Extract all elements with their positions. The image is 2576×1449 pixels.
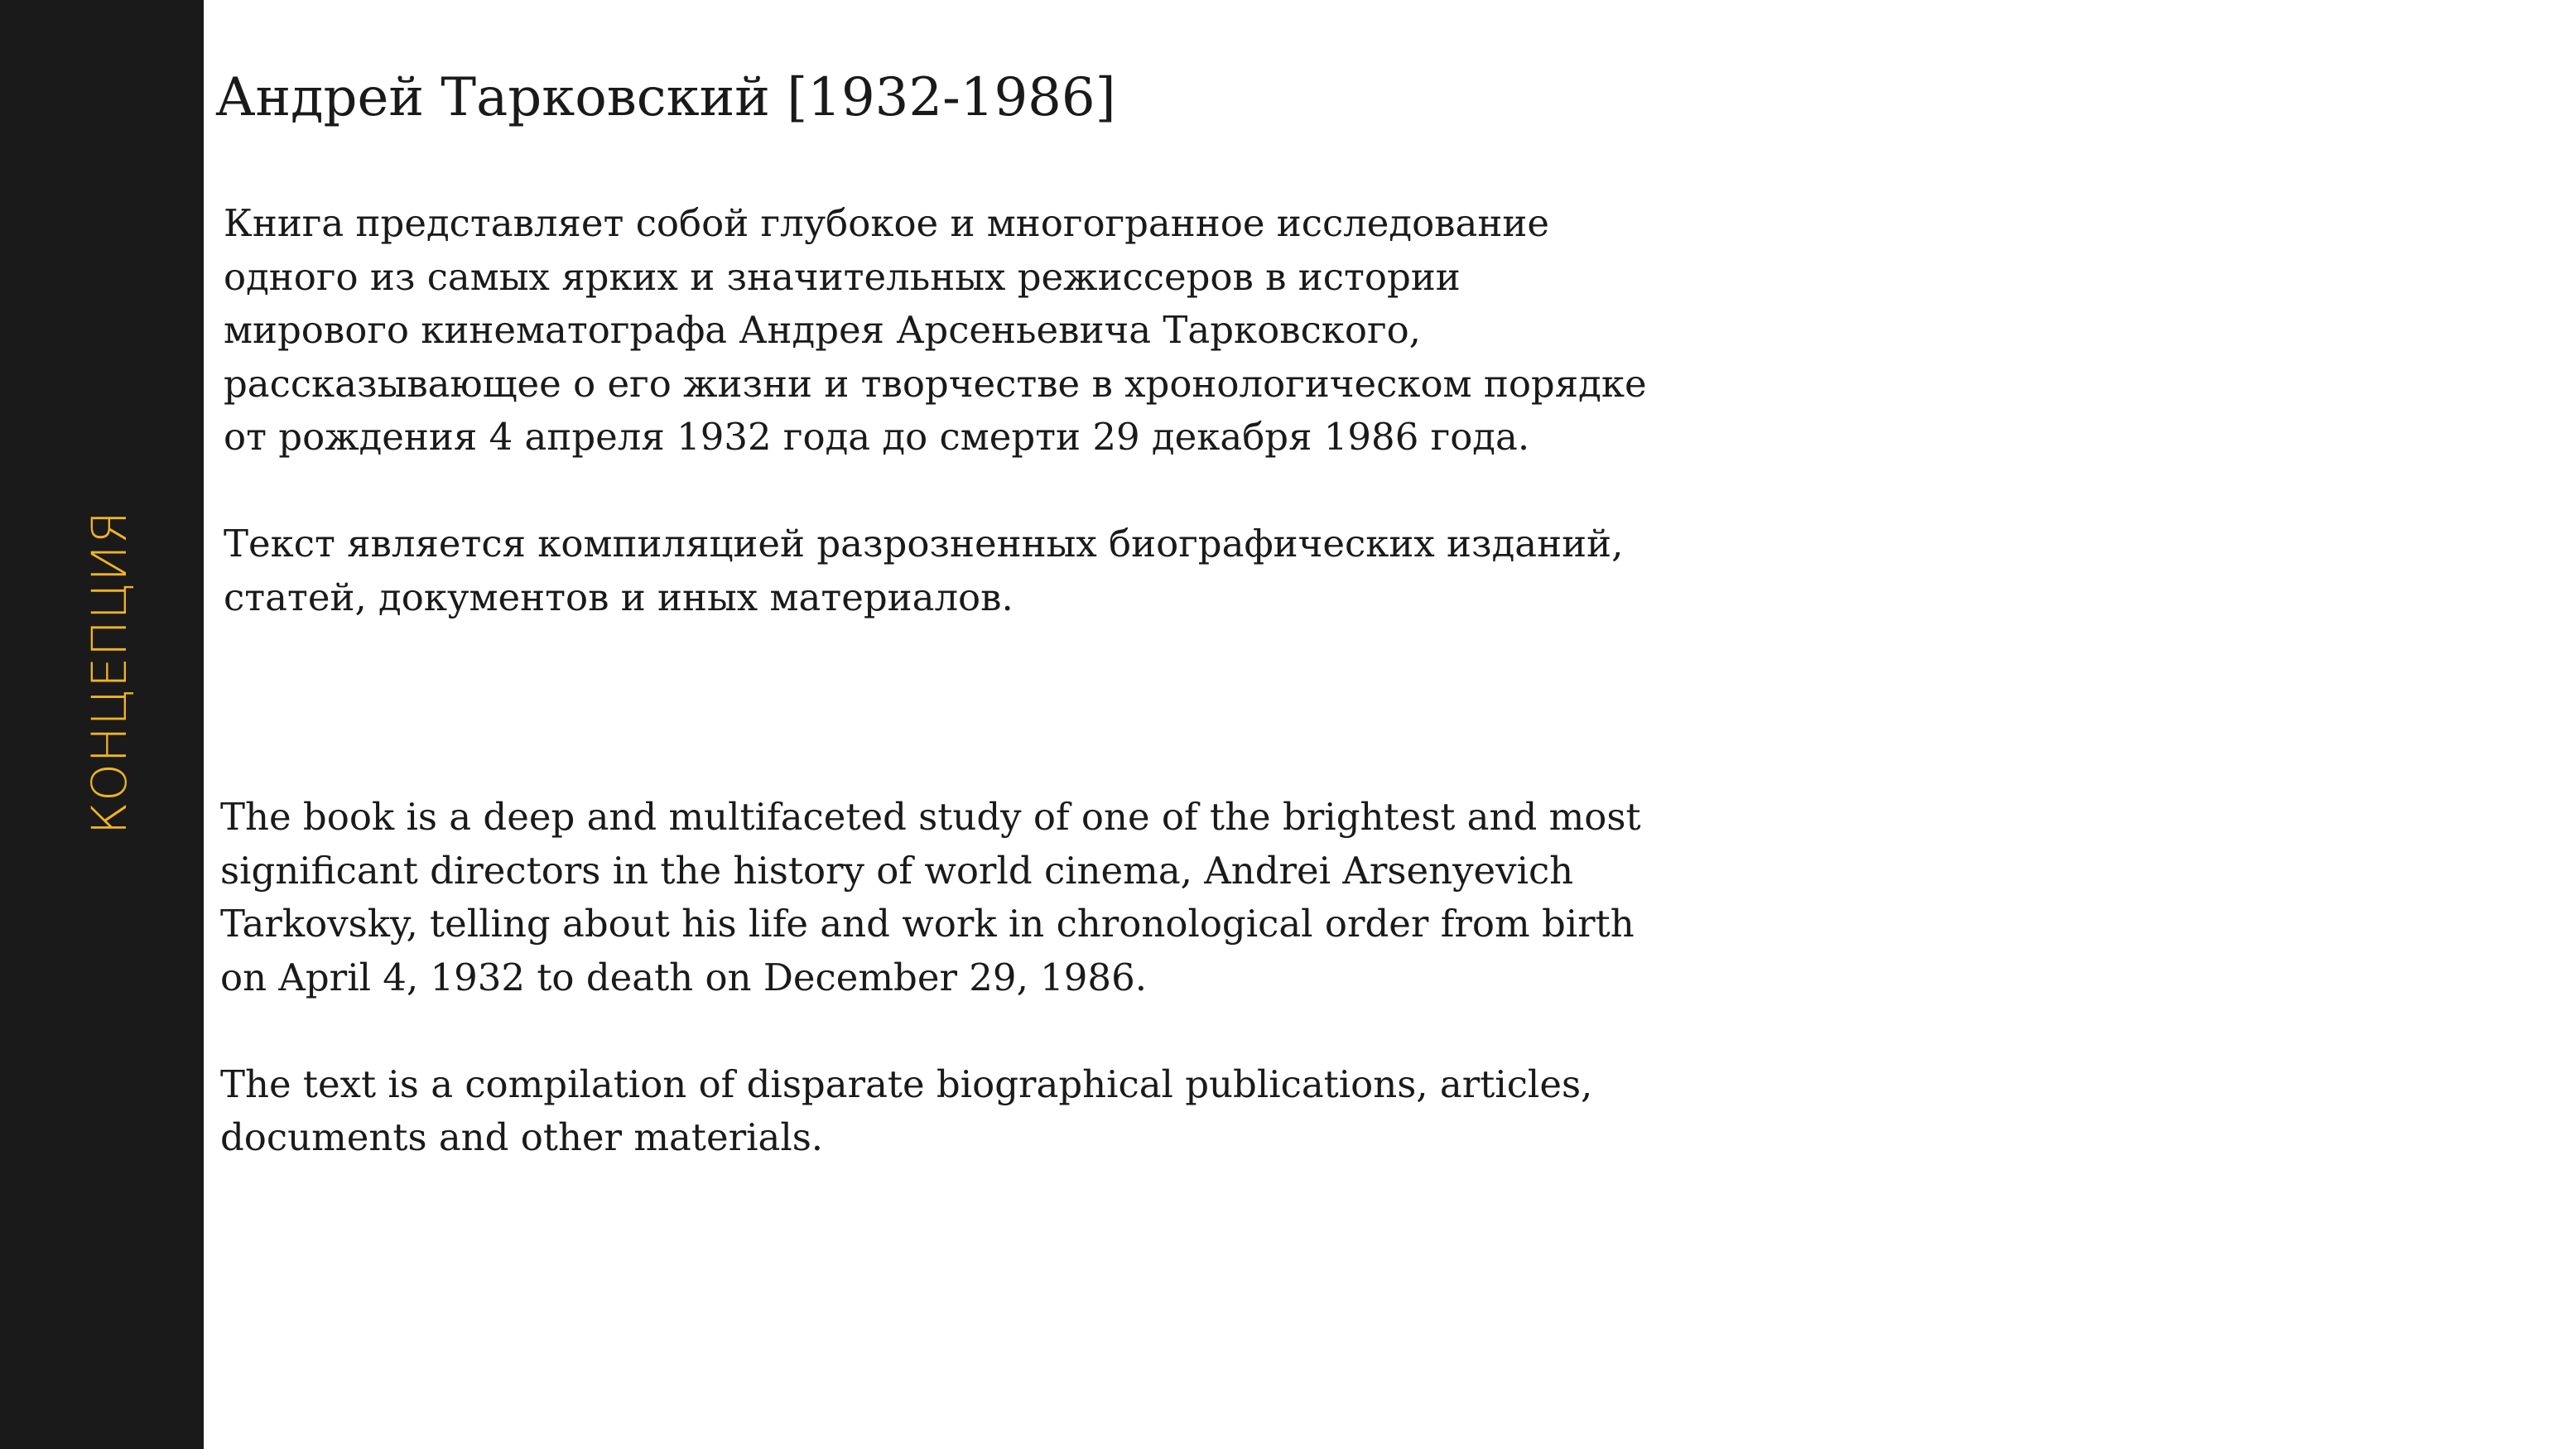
ru-paragraph-1: Книга представляет собой глубокое и многогранное исследование одного из самых ярких и значительных режиссеров в истории мирового кинематографа Андрея Арсеньевича Тарковского, рассказывающее о его жизни и творчестве в хронологическом порядке от рождения 4 апреля 1932 года до смерти 29 декабря 1986 года. [224, 201, 1647, 459]
page-title: Андрей Тарковский [1932-1986] [215, 67, 1116, 128]
english-text-block [220, 791, 1644, 1165]
russian-text-block [224, 197, 1648, 624]
sidebar-section-label: КОНЦЕПЦИЯ [81, 510, 137, 835]
ru-paragraph-2: Текст является компиляцией разрозненных биографических изданий, статей, документов и иных материалов. [224, 522, 1624, 619]
en-paragraph-2: The text is a compilation of disparate biographical publications, articles, documents and other materials. [220, 1061, 1593, 1159]
en-paragraph-1: The book is a deep and multifaceted study of one of the brightest and most significant directors in the history of world cinema, Andrei Arsenyevich Tarkovsky, telling about his life and work in chronological order from birth on April 4, 1932 to death on December 29, 1986. [220, 795, 1641, 999]
sidebar [0, 0, 204, 1449]
